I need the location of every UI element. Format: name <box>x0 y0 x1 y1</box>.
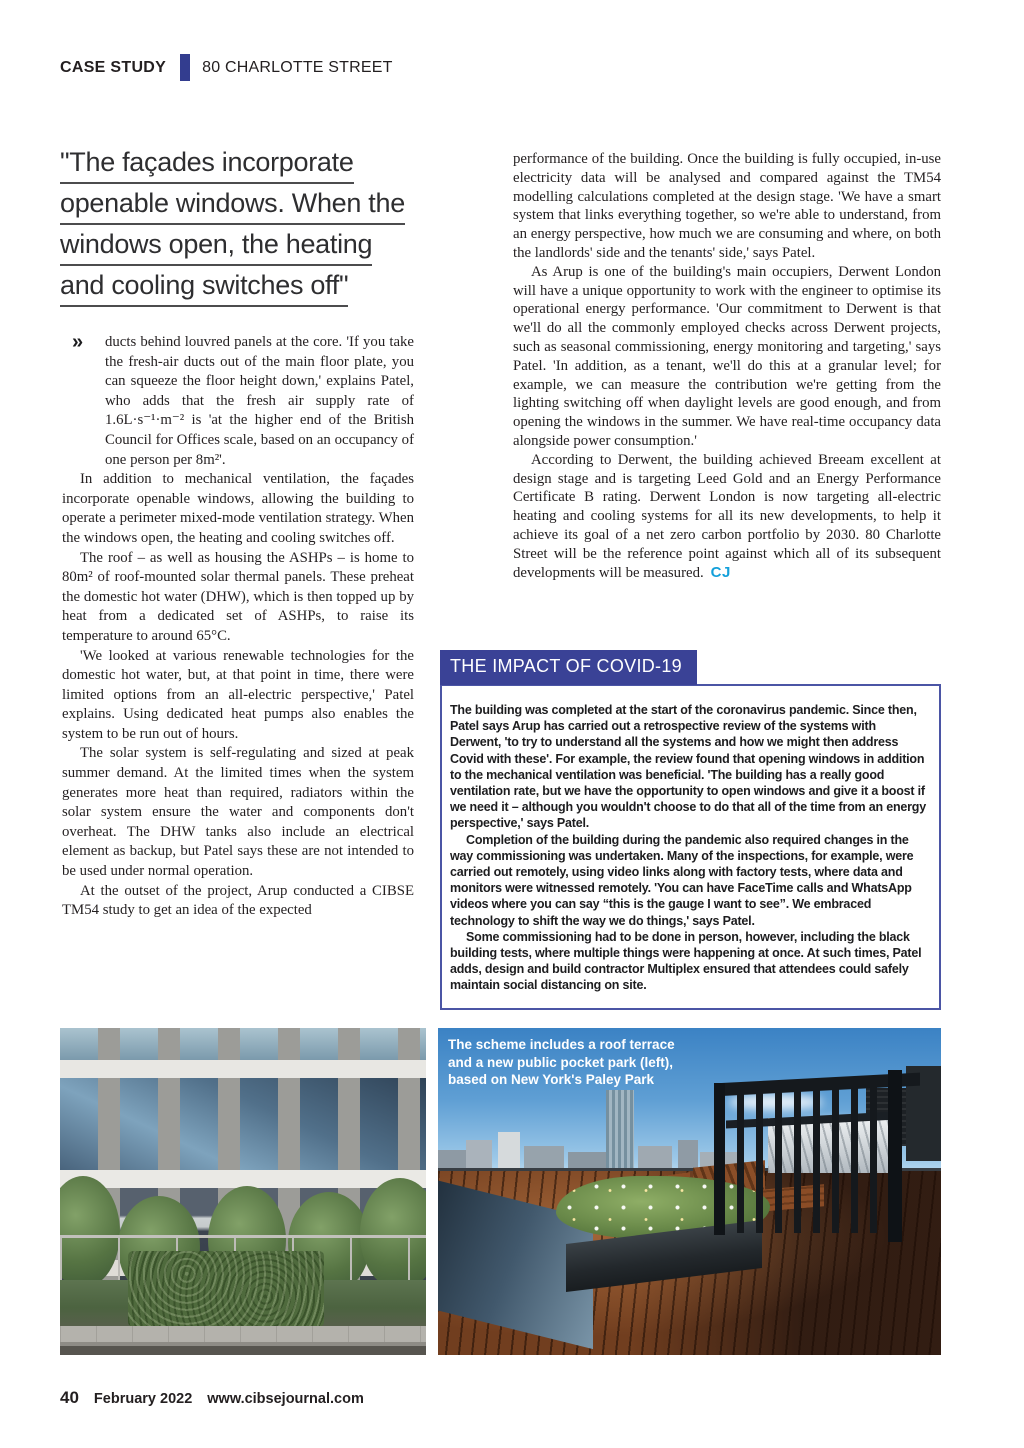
skyline-building <box>638 1146 672 1168</box>
pull-quote-line: windows open, the heating <box>60 229 372 266</box>
pergola-column <box>714 1083 725 1235</box>
body-column-left <box>62 333 414 921</box>
paragraph: At the outset of the project, Arup conducted a CIBSE TM54 study to get an idea of the expected <box>62 882 414 919</box>
covid-box-body <box>440 684 941 1010</box>
covid-box-title: THE IMPACT OF COVID-19 <box>440 650 697 685</box>
pull-quote-line: "The façades incorporate <box>60 147 354 184</box>
pull-quote-line: and cooling switches off" <box>60 270 348 307</box>
photo-caption: The scheme includes a roof terrace and a new public pocket park (left), based on New York's Paley Park <box>448 1037 675 1087</box>
facade-photo <box>60 1028 426 1355</box>
skyline-building <box>498 1132 520 1168</box>
page-footer <box>60 1388 364 1408</box>
paragraph: The building was completed at the start of the coronavirus pandemic. Since then, Patel says Arup has carried out a retrospective review of the systems with Derwent, 'to try to understand all the systems and how we might then address Covid with these'. For example, the review found that opening windows in addition to the mechanical ventilation was beneficial. 'The building has a really good ventilation rate, but we have the opportunity to open windows and give it a boost if we need it – although you wouldn't choose to do that all of the time from an energy perspective,' says Patel. <box>450 703 926 831</box>
paragraph-text: According to Derwent, the building achieved Breeam excellent at design stage and is targeting Leed Gold and an Energy Performance Certificate B rating. Derwent London is now targeting all-electric heating and cooling systems for all its new developments, to help it achieve its goal of a net zero carbon portfolio by 2030. 80 Charlotte Street will be the reference point against which all of its subsequent developments will be measured. <box>513 451 941 581</box>
road <box>60 1346 426 1355</box>
continuation-chevrons-icon: » <box>72 331 84 353</box>
pergola-slats <box>718 1083 898 1233</box>
paragraph <box>513 451 941 583</box>
cibse-journal-end-mark: CJ <box>710 563 731 581</box>
issue-date: February 2022 <box>93 1391 193 1407</box>
pull-quote <box>60 147 405 311</box>
paragraph: The solar system is self-regulating and sized at peak summer demand. At the limited times when the system generates more heat than required, radiators within the solar system ensure the water and components don't overheat. The DHW tanks also include an electrical element as backup, but Patel says these are not intended to be used under normal operation. <box>62 745 414 880</box>
roof-terrace-photo <box>438 1028 941 1355</box>
skyline-tower <box>606 1090 634 1168</box>
section-kicker: CASE STUDY <box>60 58 167 76</box>
kicker-divider-bar <box>180 54 190 81</box>
skyline-building <box>466 1140 492 1168</box>
page-header <box>60 54 393 81</box>
pull-quote-line: openable windows. When the <box>60 188 405 225</box>
facade-spandrel-band <box>60 1060 426 1078</box>
paragraph-text: ducts behind louvred panels at the core. 'If you take the fresh-air ducts out of the main floor plate, you can squeeze the floor height down,' explains Patel, who adds that the fresh air supply rate of 1.6L·s⁻¹·m⁻² is 'at the higher end of the British Council for Offices scale, based on an occupancy of one person per 8m²'. <box>105 334 414 468</box>
paragraph: Completion of the building during the pandemic also required changes in the way commissioning was undertaken. Many of the inspections, for example, were carried out remotely, using video links along with factory tests, where data and monitors were witnessed remotely. 'You can have FaceTime calls and WhatsApp videos where you can say “this is the gauge I want to see”. We embraced technology to shift the way we do things,' says Patel. <box>450 832 914 928</box>
paragraph: As Arup is one of the building's main occupiers, Derwent London will have a unique opportunity to work with the engineer to optimise its operational energy performance. 'Our commitment to Derwent is that we'll do all the commonly employed checks across Derwent projects, such as seasonal commissioning, energy monitoring and targeting,' says Patel. 'In addition, as a tenant, we'll do this at a granular level; for example, we can measure the contribution we're getting from the lighting switching off when daylight levels are good enough, and from opening the windows in the summer. We have real-time occupancy data alongside power consumption.' <box>513 263 941 449</box>
article-title: 80 CHARLOTTE STREET <box>202 58 393 76</box>
page-number: 40 <box>60 1388 79 1407</box>
paragraph <box>62 333 414 470</box>
paragraph: 'We looked at various renewable technologies for the domestic hot water, but, at that point in time, there were limited options from an all-electric perspective,' Patel explains. Using dedicated heat pumps also enables the system to be run out of hours. <box>62 647 414 742</box>
paragraph: Some commissioning had to be done in person, however, including the black building tests, where multiple things were happening at once. At such times, Patel adds, design and build contractor Multiplex ensured that attendees could safely maintain social distancing on site. <box>450 929 922 993</box>
covid-impact-box <box>440 650 941 1010</box>
paragraph: performance of the building. Once the building is fully occupied, in-use electricity data will be analysed and compared against the TM54 modelling calculations completed at the design stage. 'We have a smart system that links everything together, so we're able to understand, from an energy perspective, how much we are consuming and where, on both the landlords' side and the tenants' side,' says Patel. <box>513 151 941 261</box>
skyline-building <box>678 1140 698 1168</box>
paragraph: In addition to mechanical ventilation, the façades incorporate openable windows, allowing the building to operate a perimeter mixed-mode ventilation strategy. When the windows open, the heating and cooling switches off. <box>62 471 414 546</box>
journal-website: www.cibsejournal.com <box>207 1391 364 1407</box>
facade-window-row <box>60 1028 426 1060</box>
paragraph: The roof – as well as housing the ASHPs – is home to 80m² of roof-mounted solar thermal panels. These preheat the domestic hot water (DHW), which is then topped up by heat from a dedicated set of ASHPs, to raise its temperature to around 65°C. <box>62 549 414 644</box>
skyline-building <box>524 1146 564 1168</box>
hedge <box>128 1251 324 1327</box>
pergola-column <box>888 1070 902 1242</box>
facade-window-row <box>60 1078 426 1170</box>
body-column-right <box>513 150 941 582</box>
